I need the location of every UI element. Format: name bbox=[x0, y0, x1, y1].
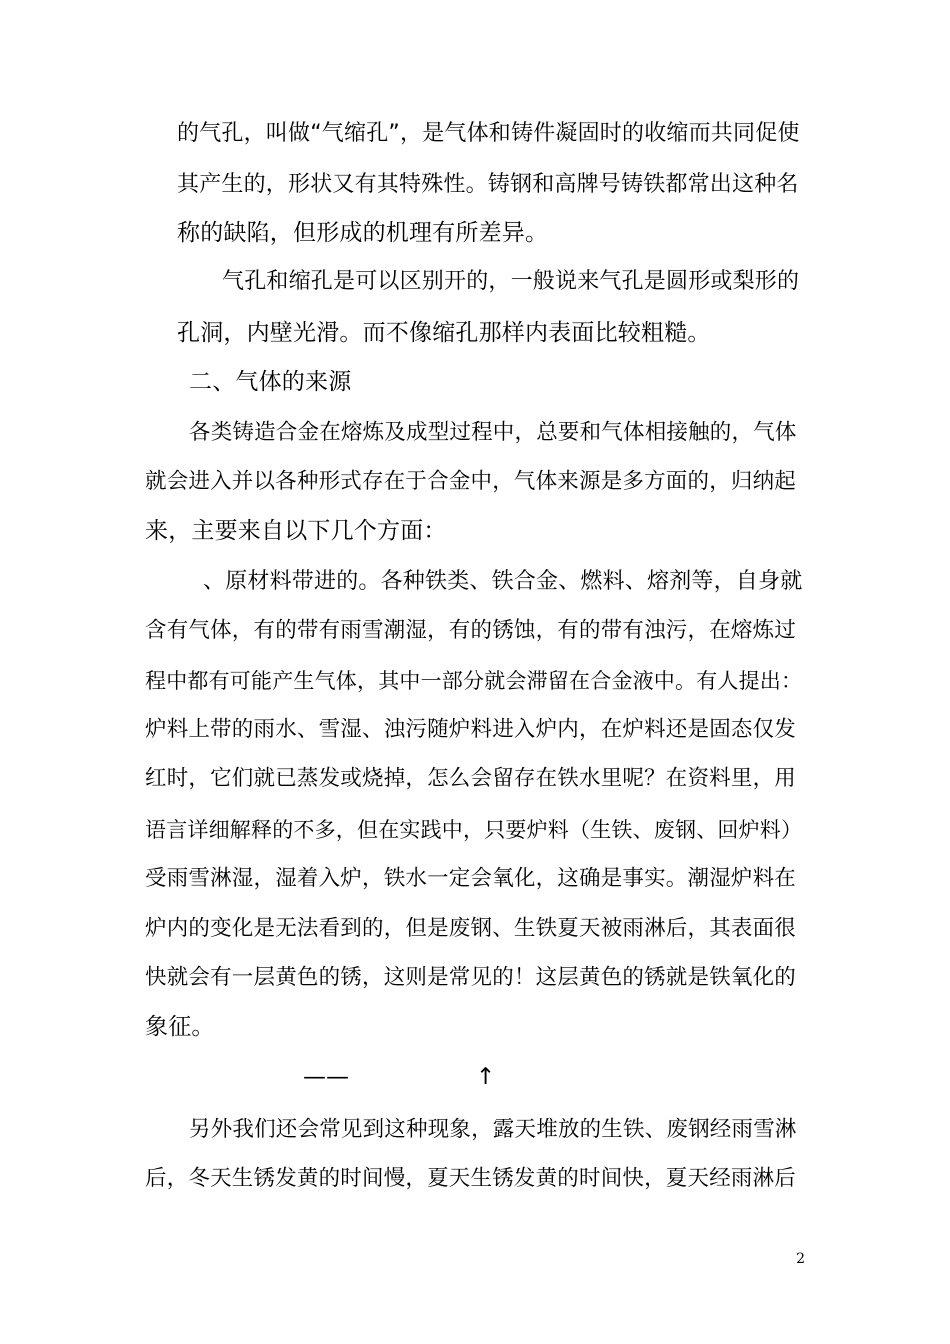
text-line: 、原材料带进的。各种铁类、铁合金、燃料、熔剂等，自身就 bbox=[203, 569, 803, 594]
text-line: 象征。 bbox=[145, 1014, 215, 1040]
page-number: 2 bbox=[796, 1251, 805, 1267]
text-line: 各类铸造合金在熔炼及成型过程中，总要和气体相接触的，气体 bbox=[189, 420, 797, 445]
text-line: 快就会有一层黄色的锈，这则是常见的！这层黄色的锈就是铁氧化的 bbox=[145, 965, 797, 990]
text-line: 气孔和缩孔是可以区别开的，一般说来气孔是圆形或梨形的 bbox=[222, 269, 800, 294]
text-line: 来，主要来自以下几个方面： bbox=[145, 518, 447, 544]
text-line: 炉料上带的雨水、雪湿、浊污随炉料进入炉内，在炉料还是固态仅发 bbox=[145, 717, 797, 742]
text-line: 另外我们还会常见到这种现象，露天堆放的生铁、废钢经雨雪淋 bbox=[189, 1117, 797, 1142]
equation-dash: —— bbox=[303, 1064, 349, 1090]
text-line: 程中都有可能产生气体，其中一部分就会滞留在合金液中。有人提出： bbox=[145, 669, 803, 693]
text-line: 炉内的变化是无法看到的，但是废钢、生铁夏天被雨淋后，其表面很 bbox=[145, 916, 797, 941]
text-line: 称的缺陷，但形成的机理有所差异。 bbox=[177, 220, 549, 246]
text-line: 语言详细解释的不多，但在实践中，只要炉料（生铁、废钢、回炉料） bbox=[145, 818, 803, 842]
text-line: 其产生的，形状又有其特殊性。铸钢和高牌号铸铁都常出这种名 bbox=[177, 172, 799, 197]
equation-arrow: ↑ bbox=[476, 1064, 496, 1090]
text-line: 后，冬天生锈发黄的时间慢，夏天生锈发黄的时间快，夏天经雨淋后 bbox=[145, 1166, 797, 1191]
text-line: 就会进入并以各种形式存在于合金中，气体来源是多方面的，归纳起 bbox=[145, 469, 797, 494]
text-line: 孔洞，内壁光滑。而不像缩孔那样内表面比较粗糙。 bbox=[177, 320, 711, 346]
section-heading: 二、气体的来源 bbox=[189, 369, 352, 395]
text-line: 的气孔，叫做“气缩孔”，是气体和铸件凝固时的收缩而共同促使 bbox=[177, 121, 800, 146]
text-line: 受雨雪淋湿，湿着入炉，铁水一定会氧化，这确是事实。潮湿炉料在 bbox=[145, 866, 797, 891]
text-line: 含有气体，有的带有雨雪潮湿，有的锈蚀，有的带有浊污，在熔炼过 bbox=[145, 618, 797, 643]
text-line: 红时，它们就已蒸发或烧掉，怎么会留存在铁水里呢？在资料里，用 bbox=[145, 766, 797, 791]
